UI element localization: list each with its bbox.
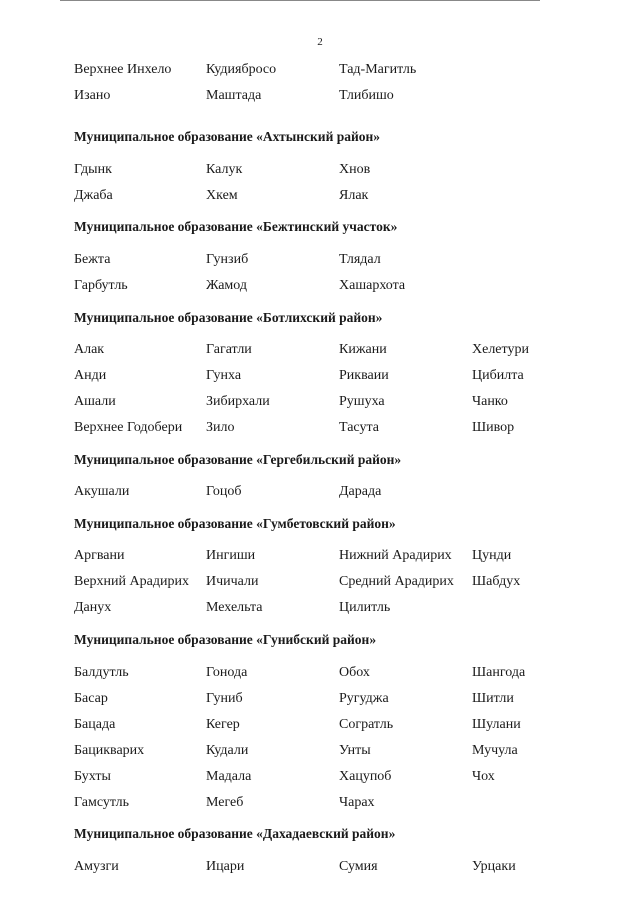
section-heading: Муниципальное образование «Ботлихский район» — [74, 310, 383, 325]
settlement-name: Гоцоб — [206, 484, 242, 499]
settlement-name: Ицари — [206, 859, 245, 874]
settlement-name: Жамод — [206, 278, 247, 293]
settlement-name: Верхнее Годобери — [74, 420, 183, 435]
settlement-name: Маштада — [206, 88, 262, 103]
settlement-name: Сумия — [339, 859, 378, 874]
settlement-name: Ичичали — [206, 574, 259, 589]
settlement-name: Тад-Магитль — [339, 62, 417, 77]
settlement-name: Гонода — [206, 665, 248, 680]
settlement-name: Согратль — [339, 717, 394, 732]
settlement-name: Изано — [74, 88, 111, 103]
settlement-name: Алак — [74, 342, 105, 357]
settlement-name: Верхнее Инхело — [74, 62, 172, 77]
section-heading: Муниципальное образование «Дахадаевский район» — [74, 826, 396, 841]
settlement-name: Цибилта — [472, 368, 524, 383]
settlement-name: Кудали — [206, 743, 249, 758]
settlement-name: Кудиябросо — [206, 62, 277, 77]
section-heading: Муниципальное образование «Гунибский район» — [74, 632, 377, 647]
settlement-name: Бацада — [74, 717, 116, 732]
settlement-name: Аргвани — [74, 548, 125, 563]
settlement-name: Хнов — [339, 162, 371, 177]
settlement-name: Унты — [339, 743, 371, 758]
settlement-name: Шангода — [472, 665, 526, 680]
settlement-name: Бацикварих — [74, 743, 145, 758]
section-heading: Муниципальное образование «Бежтинский участок» — [74, 219, 398, 234]
page-number: 2 — [317, 36, 323, 48]
settlement-name: Рикваии — [339, 368, 389, 383]
settlement-name: Хелетури — [472, 342, 529, 357]
settlement-name: Дарада — [339, 484, 382, 499]
settlement-name: Тлибишо — [339, 88, 394, 103]
settlement-name: Урцаки — [472, 859, 516, 874]
section-heading: Муниципальное образование «Гумбетовский район» — [74, 516, 396, 531]
settlement-name: Гуниб — [206, 691, 243, 706]
settlement-name: Ругуджа — [339, 691, 389, 706]
settlement-name: Мехельта — [206, 600, 263, 615]
settlement-name: Шивор — [472, 420, 515, 435]
settlement-name: Гамсутль — [74, 795, 129, 810]
settlement-name: Мегеб — [206, 795, 244, 810]
settlement-name: Тлядал — [339, 252, 381, 267]
settlement-name: Данух — [74, 600, 112, 615]
settlement-name: Средний Арадирих — [339, 574, 454, 589]
settlement-name: Ингиши — [206, 548, 256, 563]
settlement-name: Кижани — [339, 342, 387, 357]
settlement-name: Мадала — [206, 769, 252, 784]
settlement-name: Гунзиб — [206, 252, 249, 267]
settlement-name: Хашархота — [339, 278, 406, 293]
settlement-name: Амузги — [74, 859, 119, 874]
settlement-name: Рушуха — [339, 394, 385, 409]
settlement-name: Чанко — [472, 394, 508, 409]
settlement-name: Верхний Арадирих — [74, 574, 189, 589]
settlement-name: Бухты — [74, 769, 111, 784]
settlement-name: Гарбутль — [74, 278, 128, 293]
top-rule — [60, 0, 540, 1]
settlement-name: Хкем — [206, 188, 238, 203]
settlement-name: Калук — [206, 162, 243, 177]
settlement-name: Анди — [74, 368, 107, 383]
settlement-name: Цунди — [472, 548, 512, 563]
settlement-name: Шитли — [472, 691, 514, 706]
settlement-name: Кегер — [206, 717, 240, 732]
settlement-name: Джаба — [74, 188, 113, 203]
settlement-name: Мучула — [472, 743, 518, 758]
settlement-name: Цилитль — [339, 600, 391, 615]
settlement-name: Гдынк — [74, 162, 112, 177]
settlement-name: Тасута — [339, 420, 379, 435]
section-heading: Муниципальное образование «Ахтынский район» — [74, 129, 381, 144]
settlement-name: Чарах — [339, 795, 375, 810]
settlement-name: Акушали — [74, 484, 130, 499]
settlement-name: Нижний Арадирих — [339, 548, 452, 563]
settlement-name: Зило — [206, 420, 235, 435]
settlement-name: Зибирхали — [206, 394, 270, 409]
settlement-name: Ялак — [339, 188, 369, 203]
settlement-name: Обох — [339, 665, 370, 680]
settlement-name: Бежта — [74, 252, 111, 267]
settlement-name: Чох — [472, 769, 495, 784]
settlement-name: Хацупоб — [339, 769, 392, 784]
section-heading: Муниципальное образование «Гергебильский район» — [74, 452, 402, 467]
settlement-name: Гунха — [206, 368, 242, 383]
settlement-name: Балдутль — [74, 665, 129, 680]
settlement-name: Шулани — [472, 717, 521, 732]
settlement-name: Шабдух — [472, 574, 521, 589]
settlement-name: Басар — [74, 691, 108, 706]
settlement-name: Гагатли — [206, 342, 252, 357]
settlement-name: Ашали — [74, 394, 116, 409]
